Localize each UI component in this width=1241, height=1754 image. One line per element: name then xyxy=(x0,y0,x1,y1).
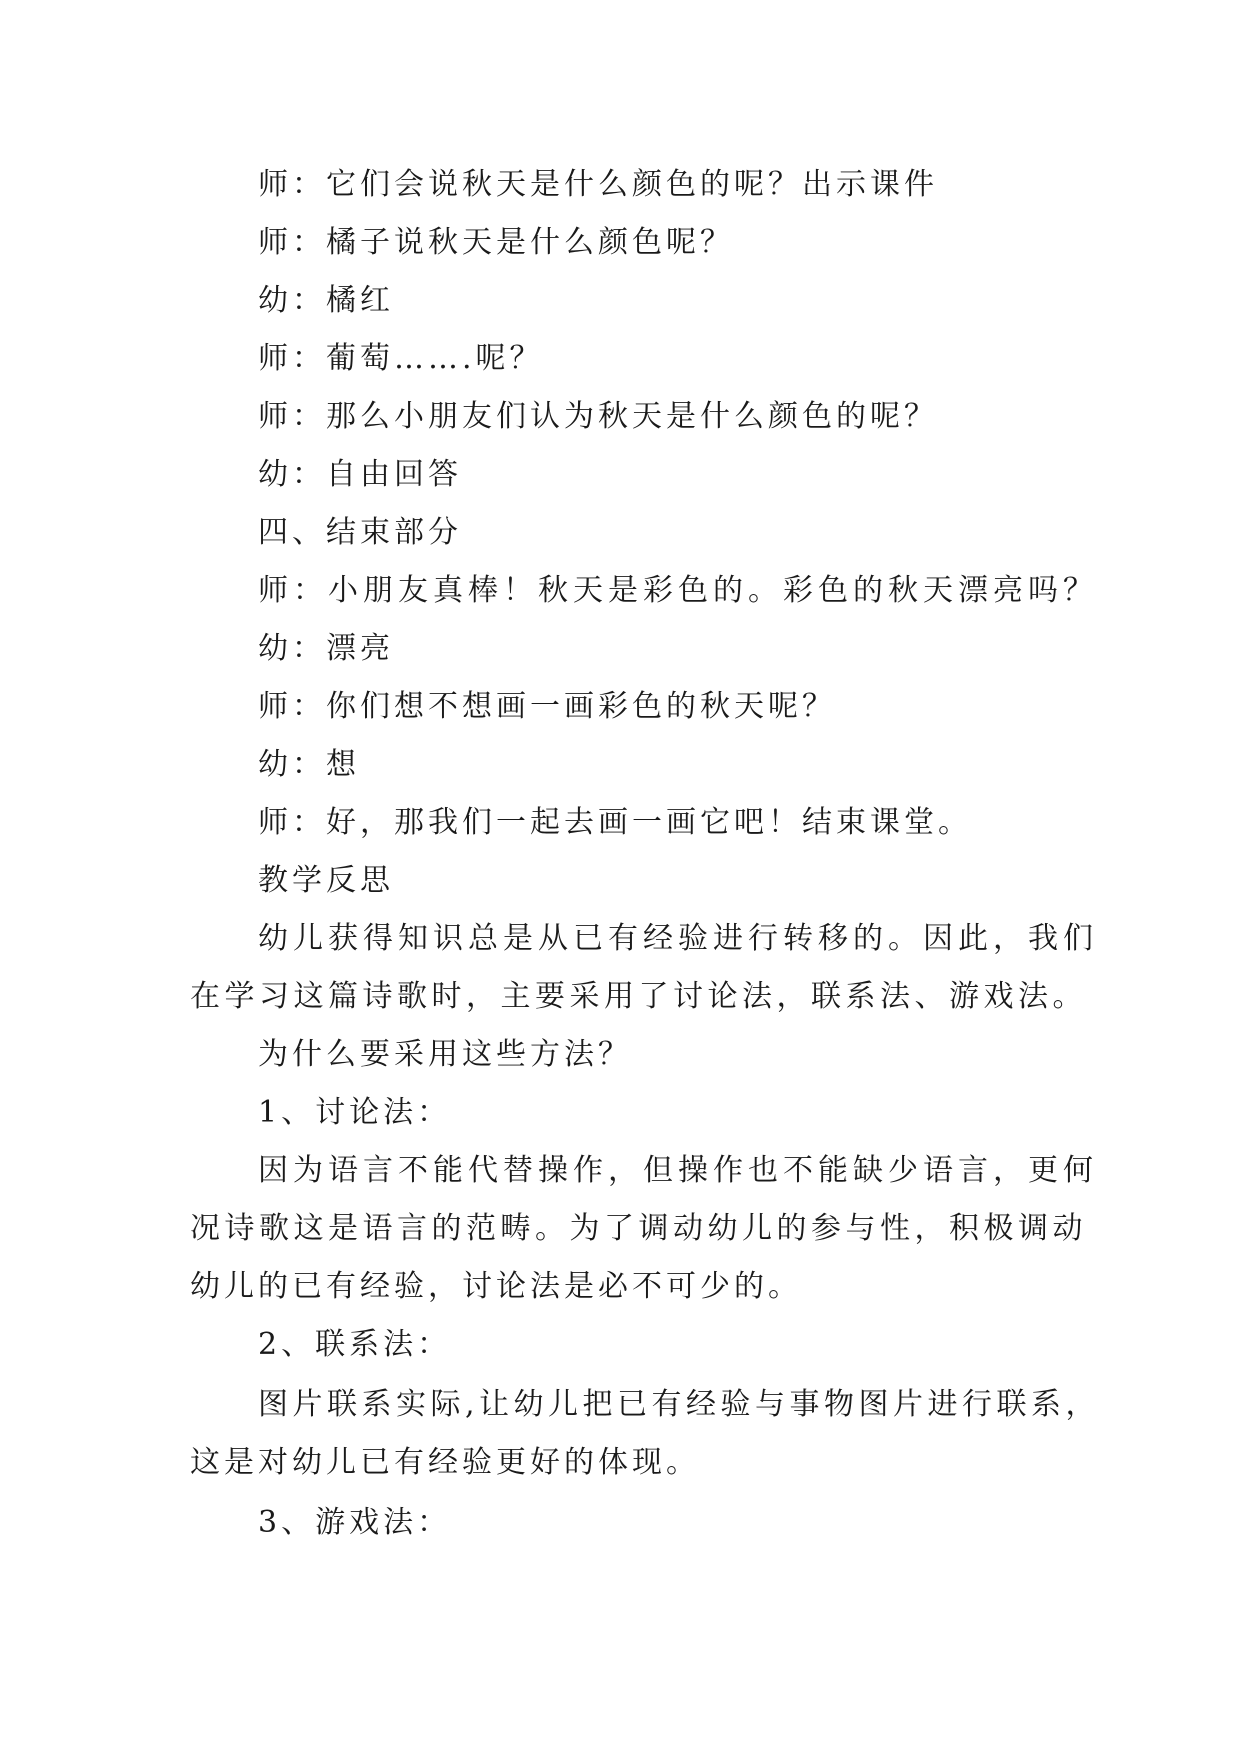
section-heading: 教学反思 xyxy=(258,863,394,898)
paragraph-line: 这是对幼儿已有经验更好的体现。 xyxy=(190,1445,700,1480)
dialogue-line: 师：橘子说秋天是什么颜色呢？ xyxy=(258,225,734,260)
dialogue-line: 幼：橘红 xyxy=(258,283,394,318)
paragraph-line: 因为语言不能代替操作，但操作也不能缺少语言，更何 xyxy=(258,1153,1098,1188)
dialogue-line: 师：葡萄…….呢？ xyxy=(258,341,544,376)
list-heading: 1、讨论法： xyxy=(258,1095,452,1130)
dialogue-line: 幼：想 xyxy=(258,747,360,782)
dialogue-line: 幼：自由回答 xyxy=(258,457,462,492)
list-heading: 2、联系法： xyxy=(258,1327,452,1362)
list-heading: 3、游戏法： xyxy=(258,1505,452,1540)
paragraph-line: 幼儿的已有经验，讨论法是必不可少的。 xyxy=(190,1269,802,1304)
paragraph-line: 图片联系实际,让幼儿把已有经验与事物图片进行联系， xyxy=(258,1387,1101,1422)
dialogue-line: 师：它们会说秋天是什么颜色的呢？出示课件 xyxy=(258,167,938,202)
dialogue-line: 师：你们想不想画一画彩色的秋天呢？ xyxy=(258,689,836,724)
dialogue-line: 师：好，那我们一起去画一画它吧！结束课堂。 xyxy=(258,805,972,840)
dialogue-line: 师：小朋友真棒！秋天是彩色的。彩色的秋天漂亮吗？ xyxy=(258,573,1098,608)
section-heading: 四、结束部分 xyxy=(258,515,462,550)
paragraph-line: 幼儿获得知识总是从已有经验进行转移的。因此，我们 xyxy=(258,921,1098,956)
dialogue-line: 幼：漂亮 xyxy=(258,631,394,666)
paragraph-line: 在学习这篇诗歌时，主要采用了讨论法，联系法、游戏法。 xyxy=(190,979,1087,1014)
paragraph-line: 为什么要采用这些方法？ xyxy=(258,1037,632,1072)
dialogue-line: 师：那么小朋友们认为秋天是什么颜色的呢？ xyxy=(258,399,938,434)
paragraph-line: 况诗歌这是语言的范畴。为了调动幼儿的参与性，积极调动 xyxy=(190,1211,1087,1246)
